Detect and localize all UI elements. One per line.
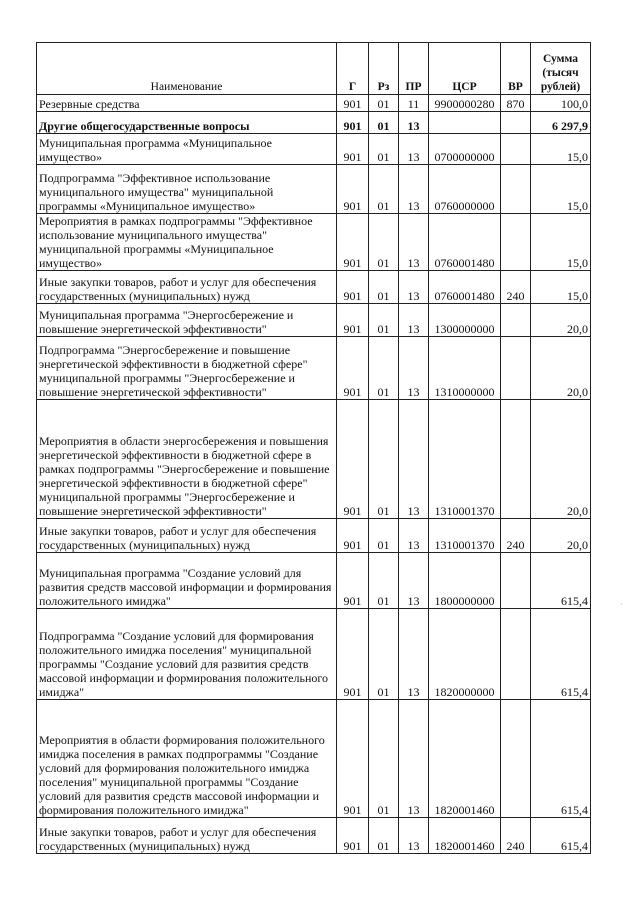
table-row	[37, 700, 591, 818]
cell-name: Подпрограмма "Энергосбережение и повышение энергетической эффективности в бюджетной сфере" муниципальной программы "Энергосбережение и повышение энергетической эффективности"	[37, 337, 337, 400]
table-row	[37, 337, 591, 400]
cell-name: Иные закупки товаров, работ и услуг для обеспечения государственных (муниципальных) нужд	[37, 818, 337, 854]
cell-csr: 1820000000	[429, 609, 501, 700]
table-row	[37, 519, 591, 553]
header-rz: Рз	[369, 43, 399, 95]
cell-vr: 240	[501, 519, 531, 553]
cell-g: 901	[337, 95, 369, 112]
cell-rz: 01	[369, 165, 399, 214]
cell-g: 901	[337, 400, 369, 519]
cell-pr: 13	[399, 165, 429, 214]
cell-vr	[501, 112, 531, 134]
budget-table	[36, 42, 591, 854]
cell-pr: 13	[399, 304, 429, 337]
cell-rz: 01	[369, 271, 399, 304]
cell-sum: 615,4	[531, 700, 591, 818]
cell-g: 901	[337, 165, 369, 214]
cell-csr: 0760001480	[429, 214, 501, 271]
cell-name: Другие общегосударственные вопросы	[37, 112, 337, 134]
cell-rz: 01	[369, 112, 399, 134]
cell-rz: 01	[369, 553, 399, 609]
table-row	[37, 112, 591, 134]
table-row	[37, 400, 591, 519]
cell-vr	[501, 337, 531, 400]
cell-rz: 01	[369, 304, 399, 337]
header-vr: ВР	[501, 43, 531, 95]
cell-g: 901	[337, 304, 369, 337]
cell-rz: 01	[369, 214, 399, 271]
table-row	[37, 214, 591, 271]
header-pr: ПР	[399, 43, 429, 95]
cell-name: Муниципальная программа "Энергосбережение и повышение энергетической эффективности"	[37, 304, 337, 337]
cell-vr	[501, 214, 531, 271]
cell-vr	[501, 609, 531, 700]
cell-csr: 1800000000	[429, 553, 501, 609]
cell-csr: 0760001480	[429, 271, 501, 304]
table-row	[37, 304, 591, 337]
cell-sum: 20,0	[531, 400, 591, 519]
header-name: Наименование	[37, 43, 337, 95]
header-csr: ЦСР	[429, 43, 501, 95]
cell-rz: 01	[369, 134, 399, 165]
cell-pr: 13	[399, 271, 429, 304]
cell-name: Муниципальная программа "Создание условий для развития средств массовой информации и формирования положительного имиджа"	[37, 553, 337, 609]
cell-sum: 615,4	[531, 818, 591, 854]
cell-pr: 13	[399, 214, 429, 271]
cell-g: 901	[337, 214, 369, 271]
cell-csr: 1820001460	[429, 700, 501, 818]
cell-name: Подпрограмма "Создание условий для формирования положительного имиджа поселения" муниципальной программы "Создание условий для развития средств массовой информации и формирования положительного имиджа"	[37, 609, 337, 700]
cell-g: 901	[337, 134, 369, 165]
cell-rz: 01	[369, 400, 399, 519]
cell-g: 901	[337, 553, 369, 609]
header-sum: Сумма (тысяч рублей)	[531, 43, 591, 95]
cell-rz: 01	[369, 700, 399, 818]
cell-csr: 9900000280	[429, 95, 501, 112]
cell-sum: 20,0	[531, 337, 591, 400]
cell-name: Подпрограмма "Эффективное использование муниципального имущества" муниципальной программы «Муниципальное имущество»	[37, 165, 337, 214]
cell-rz: 01	[369, 337, 399, 400]
cell-sum: 15,0	[531, 165, 591, 214]
cell-vr	[501, 700, 531, 818]
table-header-row	[37, 43, 591, 95]
cell-csr: 0760000000	[429, 165, 501, 214]
cell-vr: 870	[501, 95, 531, 112]
cell-csr: 1310001370	[429, 519, 501, 553]
cell-csr: 1300000000	[429, 304, 501, 337]
cell-rz: 01	[369, 95, 399, 112]
cell-g: 901	[337, 519, 369, 553]
cell-csr	[429, 112, 501, 134]
cell-name: Муниципальная программа «Муниципальное имущество»	[37, 134, 337, 165]
cell-sum: 15,0	[531, 271, 591, 304]
cell-pr: 13	[399, 112, 429, 134]
cell-sum: 100,0	[531, 95, 591, 112]
cell-vr: 240	[501, 818, 531, 854]
cell-sum: 15,0	[531, 134, 591, 165]
scan-artifact: ·	[620, 600, 623, 609]
cell-pr: 13	[399, 400, 429, 519]
table-row	[37, 271, 591, 304]
cell-pr: 13	[399, 134, 429, 165]
cell-rz: 01	[369, 519, 399, 553]
cell-sum: 15,0	[531, 214, 591, 271]
cell-vr	[501, 400, 531, 519]
cell-sum: 615,4	[531, 553, 591, 609]
cell-sum: 615,4	[531, 609, 591, 700]
table-row	[37, 818, 591, 854]
cell-name: Мероприятия в рамках подпрограммы "Эффективное использование муниципального имущества" муниципальной программы «Муниципальное имущество»	[37, 214, 337, 271]
cell-pr: 11	[399, 95, 429, 112]
cell-g: 901	[337, 112, 369, 134]
cell-name: Мероприятия в области энергосбережения и повышения энергетической эффективности в бюджетной сфере в рамках подпрограммы "Энергосбережение и повышение энергетической эффективности в бюджетной сфере" муниципальной программы "Энергосбережение и повышение энергетической эффективности"	[37, 400, 337, 519]
cell-pr: 13	[399, 553, 429, 609]
cell-csr: 0700000000	[429, 134, 501, 165]
cell-vr	[501, 553, 531, 609]
cell-rz: 01	[369, 609, 399, 700]
cell-g: 901	[337, 700, 369, 818]
cell-vr	[501, 134, 531, 165]
cell-name: Иные закупки товаров, работ и услуг для обеспечения государственных (муниципальных) нужд	[37, 271, 337, 304]
cell-csr: 1310000000	[429, 337, 501, 400]
cell-pr: 13	[399, 609, 429, 700]
cell-vr: 240	[501, 271, 531, 304]
table-row	[37, 609, 591, 700]
cell-g: 901	[337, 337, 369, 400]
cell-name: Иные закупки товаров, работ и услуг для обеспечения государственных (муниципальных) нужд	[37, 519, 337, 553]
header-g: Г	[337, 43, 369, 95]
cell-sum: 20,0	[531, 304, 591, 337]
cell-rz: 01	[369, 818, 399, 854]
cell-g: 901	[337, 271, 369, 304]
cell-csr: 1820001460	[429, 818, 501, 854]
cell-vr	[501, 304, 531, 337]
cell-sum: 6 297,9	[531, 112, 591, 134]
cell-pr: 13	[399, 519, 429, 553]
cell-sum: 20,0	[531, 519, 591, 553]
cell-g: 901	[337, 609, 369, 700]
table-row	[37, 553, 591, 609]
cell-name: Резервные средства	[37, 95, 337, 112]
cell-csr: 1310001370	[429, 400, 501, 519]
table-row	[37, 165, 591, 214]
cell-pr: 13	[399, 700, 429, 818]
cell-g: 901	[337, 818, 369, 854]
cell-name: Мероприятия в области формирования положительного имиджа поселения в рамках подпрограммы "Создание условий для формирования положительного имиджа поселения" муниципальной программы "Создание условий для развития средств массовой информации и формирования положительного имиджа"	[37, 700, 337, 818]
table-row	[37, 95, 591, 112]
cell-vr	[501, 165, 531, 214]
cell-pr: 13	[399, 818, 429, 854]
table-row	[37, 134, 591, 165]
cell-pr: 13	[399, 337, 429, 400]
